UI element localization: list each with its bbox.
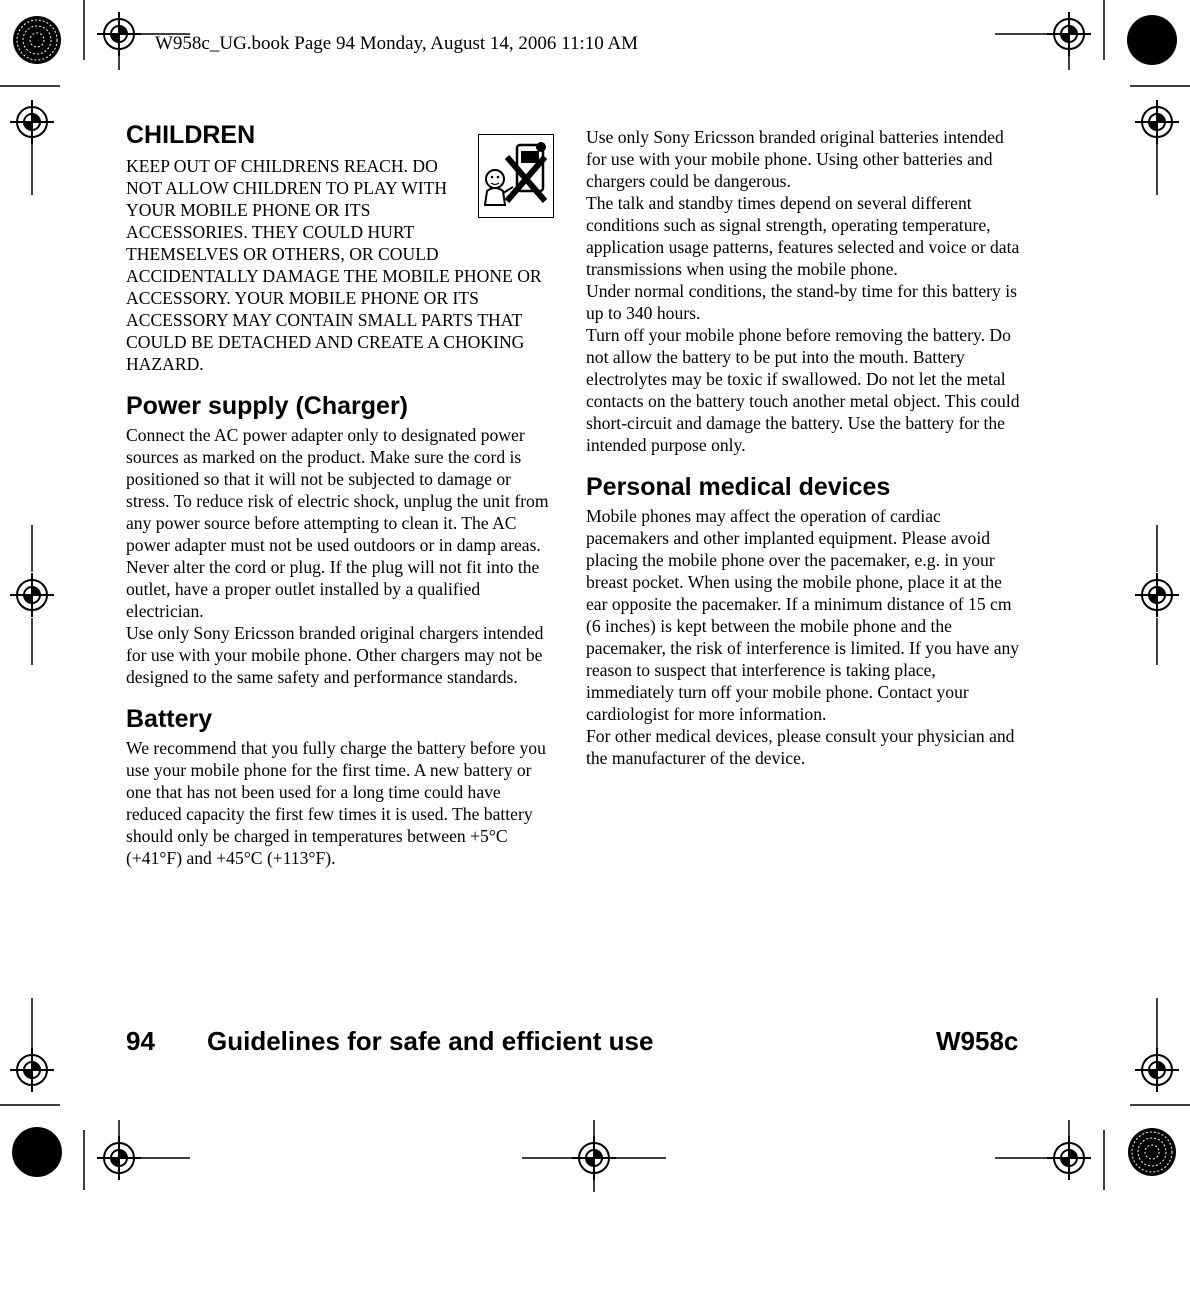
- starburst-mark-top-left: [13, 16, 61, 64]
- crosshair-mark-top-left: [97, 12, 141, 56]
- battery-paragraph-3: The talk and standby times depend on several different conditions such as signal strength, operating temperature, application usage patterns, features selected and voice or data transmissions when using the mobile phone.: [586, 193, 1020, 279]
- child-warning-icon: [478, 134, 554, 218]
- registration-dot-top-right: [1127, 15, 1177, 65]
- crosshair-mark-left-upper: [10, 100, 54, 144]
- battery-heading: Battery: [126, 705, 213, 733]
- crosshair-mark-bottom-left: [97, 1136, 141, 1180]
- battery-paragraph-2: Use only Sony Ericsson branded original batteries intended for use with your mobile phone. Using other batteries and chargers could be dangerous.: [586, 127, 1004, 191]
- battery-paragraph-5: Turn off your mobile phone before removing the battery. Do not allow the battery to be put into the mouth. Battery electrolytes may be toxic if swallowed. Do not let the metal contacts on the battery touch another metal object. This could short-circuit and damage the battery. Use the battery for the intended purpose only.: [586, 325, 1020, 455]
- footer-section-title: Guidelines for safe and efficient use: [207, 1026, 654, 1056]
- crosshair-mark-right-lower: [1135, 1048, 1179, 1092]
- medical-paragraph-2: For other medical devices, please consult your physician and the manufacturer of the device.: [586, 726, 1015, 768]
- crosshair-mark-left-lower: [10, 1048, 54, 1092]
- starburst-mark-bottom-right: [1128, 1128, 1176, 1176]
- crosshair-mark-bottom-right: [1047, 1136, 1091, 1180]
- registration-dot-bottom-left: [12, 1127, 62, 1177]
- crosshair-mark-right-middle: [1135, 573, 1179, 617]
- medical-paragraph-1: Mobile phones may affect the operation of cardiac pacemakers and other implanted equipment. Please avoid placing the mobile phone over the pacemaker, e.g. in your breast pocket. When using the mobile phone, place it at the ear opposite the pacemaker. If a minimum distance of 15 cm (6 inches) is kept between the mobile phone and the pacemaker, the risk of interference is limited. If you have any reason to suspect that interference is taking place, immediately turn off your mobile phone. Contact your cardiologist for more information.: [586, 506, 1020, 724]
- power-supply-paragraph-2: Use only Sony Ericsson branded original chargers intended for use with your mobile phone. Other chargers may not be designed to the same safety and performance standards.: [126, 623, 544, 687]
- crosshair-mark-bottom-center: [572, 1136, 616, 1180]
- print-header: W958c_UG.book Page 94 Monday, August 14, 2006 11:10 AM: [155, 33, 639, 54]
- battery-paragraph-1: We recommend that you fully charge the battery before you use your mobile phone for the first time. A new battery or one that has not been used for a long time could have reduced capacity the first few times it is used. The battery should only be charged in temperatures between +5°C (+41°F) and +45°C (+113°F).: [126, 738, 546, 868]
- page-number: 94: [126, 1026, 155, 1056]
- medical-heading: Personal medical devices: [586, 473, 891, 501]
- children-section: [126, 120, 558, 375]
- left-column: [126, 120, 558, 869]
- power-supply-heading: Power supply (Charger): [126, 392, 408, 420]
- crosshair-mark-right-upper: [1135, 100, 1179, 144]
- footer-model: W958c: [936, 1026, 1019, 1056]
- crosshair-mark-left-middle: [10, 573, 54, 617]
- children-text: KEEP OUT OF CHILDRENS REACH. DO NOT ALLOW CHILDREN TO PLAY WITH YOUR MOBILE PHONE OR ITS ACCESSORIES. THEY COULD HURT THEMSELVES OR OTHERS, OR COULD ACCIDENTALLY DAMAGE THE MOBILE PHONE OR ACCESSORY. YOUR MOBILE PHONE OR ITS ACCESSORY MAY CONTAIN SMALL PARTS THAT COULD BE DETACHED AND CREATE A CHOKING HAZARD.: [126, 156, 542, 374]
- right-column: [586, 126, 1020, 769]
- battery-paragraph-4: Under normal conditions, the stand-by time for this battery is up to 340 hours.: [586, 281, 1017, 323]
- power-supply-paragraph-1: Connect the AC power adapter only to designated power sources as marked on the product. Make sure the cord is positioned so that it will not be subjected to damage or stress. To reduce risk of electric shock, unplug the unit from any power source before attempting to clean it. The AC power adapter must not be used outdoors or in damp areas. Never alter the cord or plug. If the plug will not fit into the outlet, have a proper outlet installed by a qualified electrician.: [126, 425, 549, 621]
- children-heading: CHILDREN: [126, 121, 256, 149]
- crosshair-mark-top-right: [1047, 12, 1091, 56]
